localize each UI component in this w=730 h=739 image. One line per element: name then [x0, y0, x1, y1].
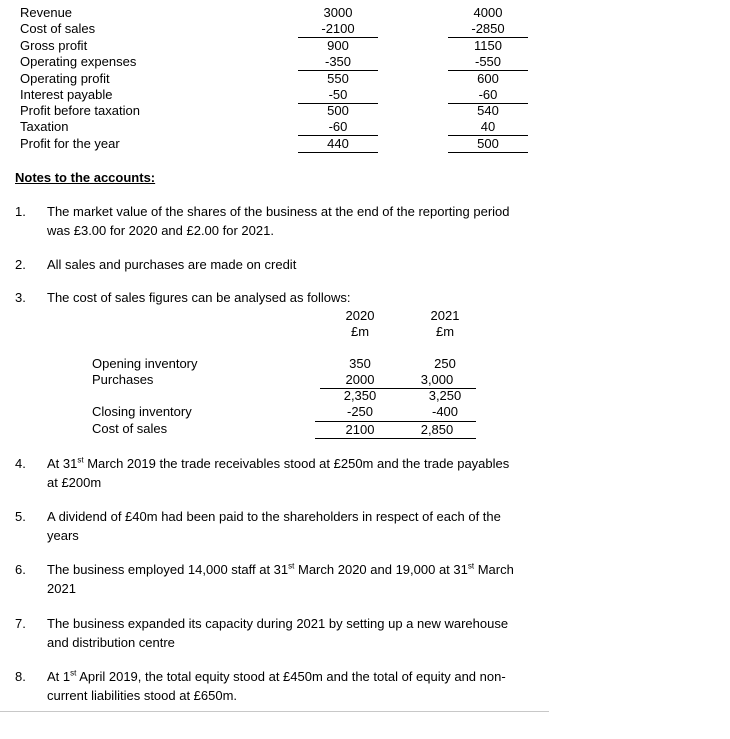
is-value-2020: 3000 [323, 5, 353, 20]
note-text: The cost of sales figures can be analysed as follows: [47, 290, 351, 305]
note-number: 6. [15, 562, 26, 577]
cost-value-2020: 350 [349, 356, 371, 371]
note-number: 7. [15, 616, 26, 631]
cost-subtotal-2020: 2,350 [343, 388, 377, 403]
note-text: A dividend of £40m had been paid to the shareholders in respect of each of the years [47, 509, 501, 543]
note-number: 3. [15, 290, 26, 305]
cost-value-2021: 2,850 [398, 421, 476, 439]
cost-value-2021: 250 [434, 356, 456, 371]
cost-label: Purchases [92, 372, 154, 387]
is-value-2020: 440 [298, 136, 378, 153]
is-value-2020: -60 [298, 119, 378, 136]
is-label: Profit before taxation [20, 103, 140, 118]
is-label: Cost of sales [20, 21, 96, 36]
cost-value-2020: 2100 [315, 421, 405, 439]
cost-label: Cost of sales [92, 421, 168, 436]
note-text: The market value of the shares of the business at the end of the reporting period was £3.00 for 2020 and £2.00 for 2021. [47, 204, 510, 238]
note-number: 2. [15, 257, 26, 272]
note-text: The business expanded its capacity during 2021 by setting up a new warehouse and distribution centre [47, 616, 509, 650]
cost-value-2021: -400 [431, 404, 459, 419]
note-text: All sales and purchases are made on credit [47, 257, 297, 272]
cost-label: Opening inventory [92, 356, 198, 371]
is-label: Taxation [20, 119, 69, 134]
is-value-2021: -60 [448, 87, 528, 104]
year-header-2020: 2020 [345, 308, 375, 323]
is-value-2020: -350 [298, 54, 378, 71]
note-text: At 31st March 2019 the trade receivables stood at £250m and the trade payables at £200m [47, 455, 510, 490]
cost-value-2021: 3,000 [398, 372, 476, 389]
is-label: Operating profit [20, 71, 110, 86]
is-value-2020: 500 [327, 103, 349, 118]
is-value-2021: 600 [477, 71, 499, 86]
is-value-2020: 900 [327, 38, 349, 53]
note-text: The business employed 14,000 staff at 31st March 2020 and 19,000 at 31st March 2021 [47, 561, 514, 596]
is-value-2020: -2100 [298, 21, 378, 38]
unit-header-2020: £m [350, 324, 370, 339]
notes-heading: Notes to the accounts: [15, 170, 156, 185]
cost-value-2020: 2000 [320, 372, 400, 389]
is-value-2021: -550 [448, 54, 528, 71]
note-text: At 1st April 2019, the total equity stood at £450m and the total of equity and non-current liabilities stood at £650m. [47, 668, 506, 703]
is-label: Operating expenses [20, 54, 137, 69]
cost-label: Closing inventory [92, 404, 192, 419]
is-value-2021: 40 [448, 119, 528, 136]
is-label: Revenue [20, 5, 73, 20]
cost-value-2020: -250 [346, 404, 374, 419]
note-number: 5. [15, 509, 26, 524]
is-value-2020: 550 [327, 71, 349, 86]
page-divider [0, 711, 549, 712]
is-label: Profit for the year [20, 136, 120, 151]
is-label: Interest payable [20, 87, 113, 102]
is-value-2021: 540 [477, 103, 499, 118]
is-value-2021: 500 [448, 136, 528, 153]
is-value-2021: 1150 [474, 38, 502, 53]
note-number: 4. [15, 456, 26, 471]
note-number: 1. [15, 204, 26, 219]
is-value-2020: -50 [298, 87, 378, 104]
year-header-2021: 2021 [430, 308, 460, 323]
is-value-2021: 4000 [473, 5, 503, 20]
is-label: Gross profit [20, 38, 88, 53]
unit-header-2021: £m [435, 324, 455, 339]
cost-subtotal-2021: 3,250 [428, 388, 462, 403]
is-value-2021: -2850 [448, 21, 528, 38]
note-number: 8. [15, 669, 26, 684]
